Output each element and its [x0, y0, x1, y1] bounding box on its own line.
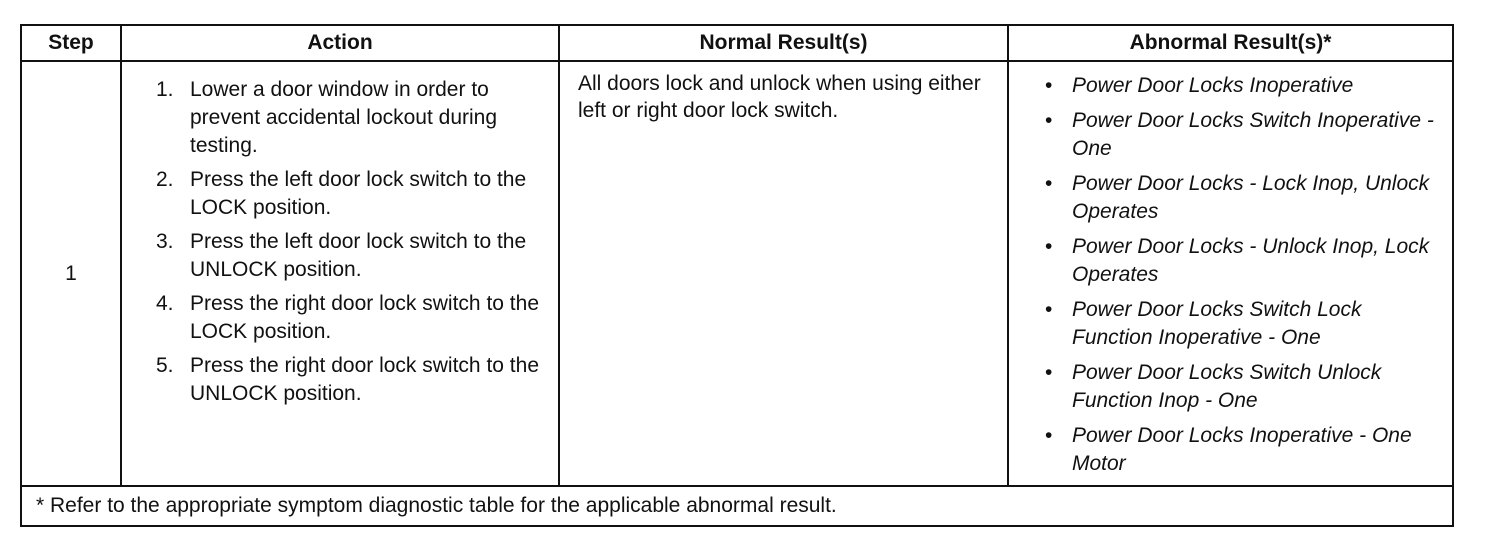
action-text: Press the left door lock switch to the UNLOCK position.: [190, 230, 527, 281]
abnormal-result-text: Power Door Locks Switch Lock Function Inoperative - One: [1072, 298, 1362, 349]
action-number: 2.: [156, 168, 174, 191]
abnormal-result-text: Power Door Locks Inoperative: [1072, 74, 1354, 97]
action-number: 3.: [156, 230, 174, 253]
abnormal-result-item: [1045, 359, 1446, 415]
action-number: 1.: [156, 78, 174, 101]
footnote-row: [21, 486, 1453, 526]
abnormal-result-text: Power Door Locks - Unlock Inop, Lock Operates: [1072, 235, 1430, 286]
bullet-icon: •: [1045, 298, 1053, 321]
diagnostic-table: [20, 24, 1454, 527]
abnormal-result-cell: [1008, 61, 1453, 486]
header-normal-results: Normal Result(s): [559, 25, 1008, 61]
bullet-icon: •: [1045, 74, 1053, 97]
bullet-icon: •: [1045, 235, 1053, 258]
abnormal-result-text: Power Door Locks Switch Inoperative - One: [1072, 109, 1434, 160]
header-abnormal-results: Abnormal Result(s)*: [1008, 25, 1453, 61]
abnormal-result-text: Power Door Locks Inoperative - One Motor: [1072, 424, 1412, 475]
abnormal-result-item: [1045, 72, 1446, 100]
action-cell: [121, 61, 559, 486]
normal-result-cell: [559, 61, 1008, 486]
action-item: [156, 166, 548, 222]
header-row: [21, 25, 1453, 61]
action-item: [156, 290, 548, 346]
action-item: [156, 352, 548, 408]
bullet-icon: •: [1045, 109, 1053, 132]
abnormal-result-text: Power Door Locks - Lock Inop, Unlock Operates: [1072, 172, 1430, 223]
abnormal-result-text: Power Door Locks Switch Unlock Function Inop - One: [1072, 361, 1382, 412]
normal-result-text: All doors lock and unlock when using either left or right door lock switch.: [578, 72, 981, 122]
header-step: Step: [21, 25, 121, 61]
footnote: * Refer to the appropriate symptom diagnostic table for the applicable abnormal result.: [21, 486, 1453, 526]
action-text: Press the right door lock switch to the LOCK position.: [190, 292, 539, 343]
action-number: 4.: [156, 292, 174, 315]
bullet-icon: •: [1045, 424, 1053, 447]
action-number: 5.: [156, 354, 174, 377]
action-item: [156, 228, 548, 284]
abnormal-result-list: [1045, 72, 1446, 478]
abnormal-result-item: [1045, 107, 1446, 163]
abnormal-result-item: [1045, 296, 1446, 352]
action-text: Lower a door window in order to prevent accidental lockout during testing.: [190, 78, 498, 157]
bullet-icon: •: [1045, 361, 1053, 384]
action-list: [156, 76, 548, 408]
step-number: 1: [21, 61, 121, 486]
abnormal-result-item: [1045, 422, 1446, 478]
bullet-icon: •: [1045, 172, 1053, 195]
header-action: Action: [121, 25, 559, 61]
table-row: [21, 61, 1453, 486]
action-item: [156, 76, 548, 160]
abnormal-result-item: [1045, 233, 1446, 289]
action-text: Press the left door lock switch to the LOCK position.: [190, 168, 527, 219]
abnormal-result-item: [1045, 170, 1446, 226]
action-text: Press the right door lock switch to the UNLOCK position.: [190, 354, 539, 405]
